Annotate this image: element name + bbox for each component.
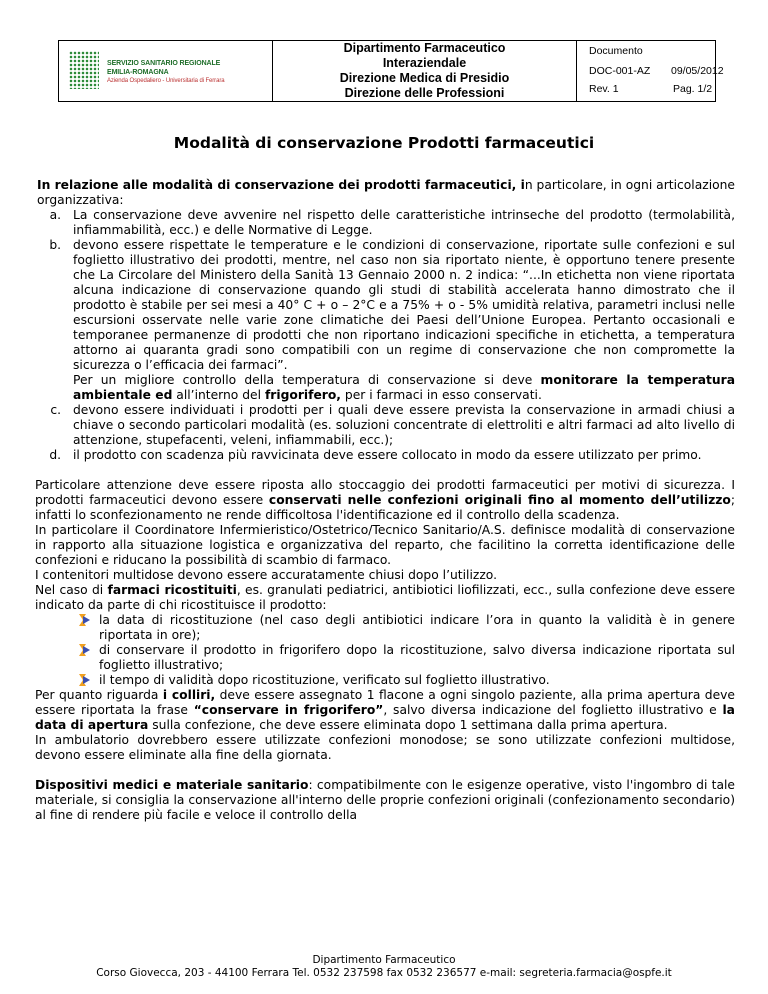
logo-dot-grid-icon bbox=[69, 51, 99, 89]
list-item-a: a. La conservazione deve avvenire nel rispetto delle caratteristiche intrinseche del prodotto (termolabilità, infiammabilità, ecc.) e delle Normative di Legge. bbox=[65, 208, 735, 238]
list-item: il tempo di validità dopo ricostituzione, verificato sul foglietto illustrativo. bbox=[77, 673, 735, 688]
department-line: Interaziendale bbox=[382, 56, 467, 70]
list-item-c: c. devono essere individuati i prodotti per i quali deve essere prevista la conservazione in armadi chiusi a chiave o secondo particolari modalità (es. soluzioni concentrate di elettroliti e altri farmaci ad alto livello di attenzione, stupefacenti, veleni, infiammabili, ecc.); bbox=[65, 403, 735, 448]
list-item: la data di ricostituzione (nel caso degli antibiotici indicare l’ora in quanto la validità è in genere riportata in ore); bbox=[77, 613, 735, 643]
list-item: di conservare il prodotto in frigorifero dopo la ricostituzione, salvo diversa indicazione riportata sul foglietto illustrativo; bbox=[77, 643, 735, 673]
doc-page: Pag. 1/2 bbox=[673, 83, 713, 95]
footer-line-2: Corso Giovecca, 203 - 44100 Ferrara Tel. 0532 237598 fax 0532 236577 e-mail: segreteria.farmacia@ospfe.it bbox=[96, 967, 672, 979]
logo-subline: Azienda Ospedaliero - Universitaria di Ferrara bbox=[107, 78, 225, 84]
intro-paragraph bbox=[37, 178, 735, 208]
paragraph-medical-devices: Dispositivi medici e materiale sanitario: compatibilmente con le esigenze operative, visto l'ingombro di tale materiale, si consiglia la conservazione all'interno delle proprie confezioni originali (confezionamento secondario) al fine di rendere più facile e veloce il controllo della bbox=[35, 778, 735, 822]
document-header-table bbox=[58, 40, 724, 102]
page-title: Modalità di conservazione Prodotti farmaceutici bbox=[173, 134, 595, 152]
intro-bold: In relazione alle modalità di conservazione dei prodotti farmaceutici, i bbox=[37, 178, 525, 192]
logo-line-1: SERVIZIO SANITARIO REGIONALE bbox=[107, 60, 221, 67]
doc-label: Documento bbox=[589, 45, 643, 57]
arrow-bullet-icon bbox=[77, 614, 91, 626]
department-line: Dipartimento Farmaceutico bbox=[343, 41, 506, 55]
paragraph-coordinator: In particolare il Coordinatore Infermieristico/Ostetrico/Tecnico Sanitario/A.S. definisce modalità di conservazione in rapporto alla situazione logistica e organizzativa del reparto, che facilitino la corretta identificazione delle confezioni e riducano la possibilità di scambio di farmaco. bbox=[35, 523, 735, 567]
paragraph-storage: Particolare attenzione deve essere riposta allo stoccaggio dei prodotti farmaceutici per motivi di sicurezza. I prodotti farmaceutici devono essere conservati nelle confezioni originali fino al momento dell’utilizzo; infatti lo sconfezionamento ne rende difficoltosa l'identificazione ed il controllo della scadenza. bbox=[35, 478, 735, 522]
paragraph-reconstituted: Nel caso di farmaci ricostituiti, es. granulati pediatrici, antibiotici liofilizzati, ecc., sulla confezione deve essere indicato da parte di chi ricostituisce il prodotto: bbox=[35, 583, 736, 612]
intro-rest: n particolare, in ogni articolazione organizzativa: bbox=[37, 178, 735, 207]
document-info-cell bbox=[577, 41, 724, 101]
department-cell bbox=[273, 41, 577, 101]
doc-code: DOC-001-AZ bbox=[589, 65, 651, 77]
list-item-b: b. devono essere rispettate le temperature e le condizioni di conservazione, riportate sulle confezioni e sul foglietto illustrativo dei prodotti, mentre, nel caso non sia riportato niente, è opportuno tenere presente che La Circolare del Ministero della Sanità 13 Gennaio 2000 n. 2 indica: “...In etichetta non viene riportata alcuna indicazione di conservazione quando gli studi di stabilità accelerata hanno dimostrato che il prodotto è stabile per sei mesi a 40° C + o – 2°C e a 75% + o - 5% umidità relativa, parametri inclusi nelle escursioni osservate nelle varie zone climatiche dei Paesi dell’Unione Europea. Pertanto occasionali e temporanee permanenze di prodotti che non riportano indicazioni specifiche in etichetta, a temperatura attorno ai quaranta gradi sono compatibili con un regime di conservazione che non compromette la sicurezza o l’efficacia dei farmaci”. Per un migliore controllo della temperatura di conservazione si deve monitorare la temperatura ambientale ed all’interno del frigorifero, per i farmaci in esso conservati. bbox=[65, 238, 735, 403]
paragraph-multidose: I contenitori multidose devono essere accuratamente chiusi dopo l’utilizzo. bbox=[35, 568, 497, 582]
department-line: Direzione Medica di Presidio bbox=[339, 71, 510, 85]
logo-line-2: EMILIA-ROMAGNA bbox=[107, 69, 169, 76]
organization-logo bbox=[59, 41, 273, 101]
doc-revision: Rev. 1 bbox=[589, 83, 619, 95]
arrow-bullet-icon bbox=[77, 644, 91, 656]
reconstitution-list bbox=[35, 613, 735, 688]
arrow-bullet-icon bbox=[77, 674, 91, 686]
paragraph-ambulatory: In ambulatorio dovrebbero essere utilizzate confezioni monodose; se sono utilizzate confezioni multidose, devono essere eliminate alla fine della giornata. bbox=[35, 733, 735, 762]
page-footer bbox=[0, 954, 768, 980]
footer-line-1: Dipartimento Farmaceutico bbox=[312, 954, 456, 966]
conditions-list bbox=[35, 208, 735, 463]
paragraph-eyedrops: Per quanto riguarda i colliri, deve essere assegnato 1 flacone a ogni singolo paziente, alla prima apertura deve essere riportata la frase “conservare in frigorifero”, salvo diversa indicazione del foglietto illustrativo e la data di apertura sulla confezione, che deve essere eliminata dopo 1 settimana dalla prima apertura. bbox=[35, 688, 735, 732]
list-item-d: d. il prodotto con scadenza più ravvicinata deve essere collocato in modo da essere utilizzato per primo. bbox=[65, 448, 735, 463]
doc-date: 09/05/2012 bbox=[671, 65, 724, 77]
document-body bbox=[35, 178, 735, 823]
department-line: Direzione delle Professioni bbox=[344, 86, 505, 100]
